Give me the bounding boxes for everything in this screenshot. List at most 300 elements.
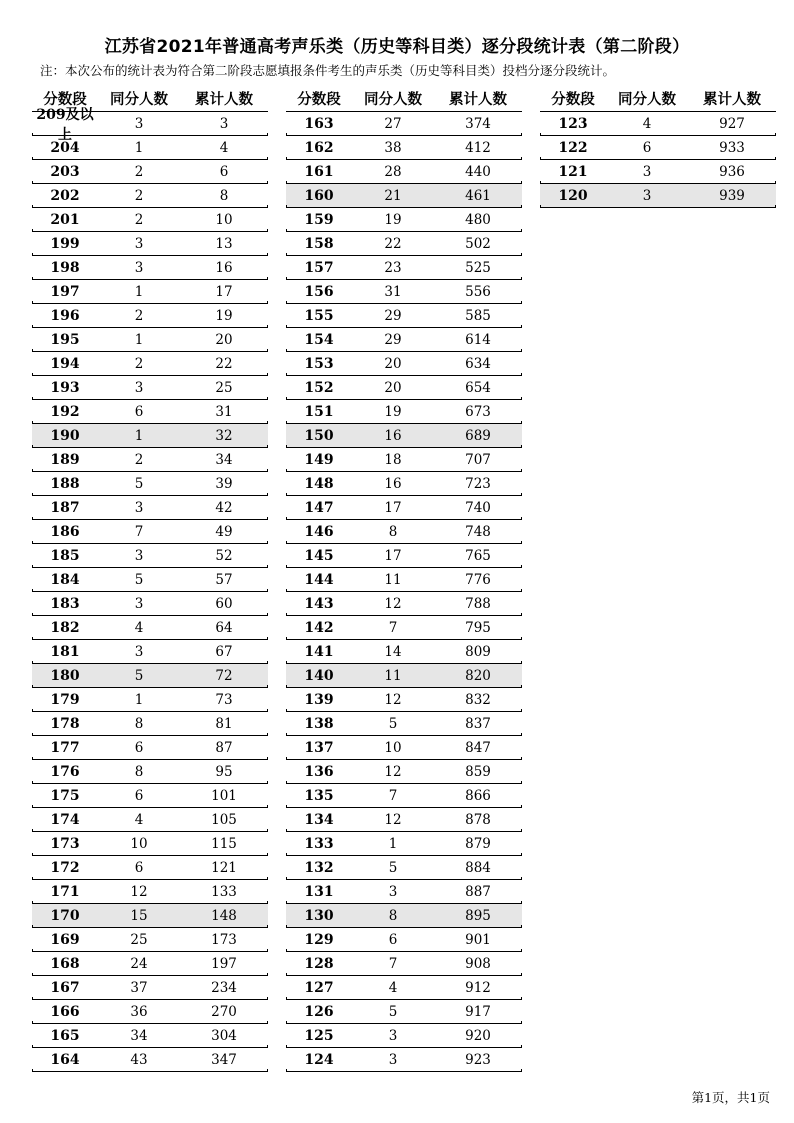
score-cell: 189	[50, 451, 80, 468]
table-row	[286, 808, 522, 832]
score-cell: 184	[50, 571, 80, 588]
table-row	[32, 1024, 268, 1048]
score-cell: 126	[304, 1003, 334, 1020]
count-cell: 43	[130, 1051, 148, 1068]
cumulative-cell: 936	[719, 163, 745, 180]
count-cell: 2	[134, 355, 144, 372]
count-cell: 1	[388, 835, 398, 852]
cumulative-cell: 73	[215, 691, 233, 708]
score-cell: 122	[558, 139, 588, 156]
table-row	[32, 208, 268, 232]
score-cell: 160	[304, 187, 334, 204]
table-row	[286, 976, 522, 1000]
cumulative-cell: 173	[211, 931, 237, 948]
cumulative-cell: 374	[465, 115, 491, 132]
count-cell: 1	[134, 691, 144, 708]
table-row	[32, 400, 268, 424]
cumulative-cell: 879	[465, 835, 491, 852]
score-cell: 157	[304, 259, 334, 276]
count-cell: 34	[130, 1027, 148, 1044]
table-row	[32, 640, 268, 664]
table-row	[32, 616, 268, 640]
cumulative-cell: 52	[215, 547, 233, 564]
count-cell: 5	[388, 715, 398, 732]
table-row	[32, 280, 268, 304]
score-cell: 129	[304, 931, 334, 948]
score-cell: 197	[50, 283, 80, 300]
cumulative-cell: 585	[465, 307, 491, 324]
score-cell: 120	[558, 187, 588, 204]
score-cell: 183	[50, 595, 80, 612]
count-cell: 3	[134, 499, 144, 516]
count-cell: 3	[134, 595, 144, 612]
cumulative-cell: 20	[215, 331, 233, 348]
count-cell: 4	[134, 811, 144, 828]
score-cell: 154	[304, 331, 334, 348]
column-header: 同分人数	[110, 92, 168, 108]
cumulative-cell: 788	[465, 595, 491, 612]
count-cell: 12	[384, 811, 402, 828]
score-cell: 190	[50, 427, 80, 444]
score-cell: 170	[50, 907, 80, 924]
table-row	[286, 712, 522, 736]
count-cell: 3	[134, 379, 144, 396]
cumulative-cell: 859	[465, 763, 491, 780]
table-row	[286, 544, 522, 568]
score-cell: 143	[304, 595, 334, 612]
count-cell: 1	[134, 139, 144, 156]
score-table-3	[540, 86, 776, 208]
score-table-2	[286, 86, 522, 1072]
table-row	[32, 856, 268, 880]
table-row	[286, 664, 522, 688]
count-cell: 8	[388, 523, 398, 540]
table-row	[286, 136, 522, 160]
count-cell: 37	[130, 979, 148, 996]
table-row	[32, 904, 268, 928]
score-cell: 171	[50, 883, 80, 900]
score-cell: 185	[50, 547, 80, 564]
score-cell: 192	[50, 403, 80, 420]
cumulative-cell: 34	[215, 451, 233, 468]
count-cell: 20	[384, 379, 402, 396]
cumulative-cell: 837	[465, 715, 491, 732]
score-cell: 130	[304, 907, 334, 924]
table-row	[32, 712, 268, 736]
score-cell: 136	[304, 763, 334, 780]
table-row	[286, 568, 522, 592]
count-cell: 7	[388, 787, 398, 804]
count-cell: 8	[134, 763, 144, 780]
table-row	[286, 400, 522, 424]
score-cell: 147	[304, 499, 334, 516]
count-cell: 5	[134, 571, 144, 588]
count-cell: 12	[130, 883, 148, 900]
count-cell: 2	[134, 451, 144, 468]
table-row	[32, 136, 268, 160]
table-row	[286, 208, 522, 232]
score-cell: 203	[50, 163, 80, 180]
score-cell: 156	[304, 283, 334, 300]
count-cell: 3	[388, 1027, 398, 1044]
cumulative-cell: 17	[215, 283, 233, 300]
score-cell: 194	[50, 355, 80, 372]
score-cell: 168	[50, 955, 80, 972]
cumulative-cell: 3	[219, 115, 229, 132]
cumulative-cell: 847	[465, 739, 491, 756]
count-cell: 3	[642, 163, 652, 180]
table-row	[32, 592, 268, 616]
cumulative-cell: 832	[465, 691, 491, 708]
count-cell: 4	[134, 619, 144, 636]
cumulative-cell: 412	[465, 139, 491, 156]
cumulative-cell: 923	[465, 1051, 491, 1068]
count-cell: 5	[388, 1003, 398, 1020]
cumulative-cell: 60	[215, 595, 233, 612]
table-row	[286, 736, 522, 760]
table-row	[32, 784, 268, 808]
table-row	[32, 352, 268, 376]
count-cell: 5	[134, 475, 144, 492]
score-cell: 141	[304, 643, 334, 660]
cumulative-cell: 81	[215, 715, 233, 732]
cumulative-cell: 31	[215, 403, 233, 420]
count-cell: 2	[134, 307, 144, 324]
count-cell: 5	[388, 859, 398, 876]
score-cell: 121	[558, 163, 588, 180]
table-row	[286, 112, 522, 136]
score-cell: 153	[304, 355, 334, 372]
cumulative-cell: 502	[465, 235, 491, 252]
score-cell: 124	[304, 1051, 334, 1068]
count-cell: 21	[384, 187, 402, 204]
count-cell: 6	[642, 139, 652, 156]
cumulative-cell: 95	[215, 763, 233, 780]
score-cell: 204	[50, 139, 80, 156]
cumulative-cell: 912	[465, 979, 491, 996]
count-cell: 2	[134, 163, 144, 180]
cumulative-cell: 809	[465, 643, 491, 660]
cumulative-cell: 525	[465, 259, 491, 276]
score-cell: 181	[50, 643, 80, 660]
score-cell: 188	[50, 475, 80, 492]
table-row	[32, 256, 268, 280]
table-row	[286, 448, 522, 472]
count-cell: 14	[384, 643, 402, 660]
cumulative-cell: 347	[211, 1051, 237, 1068]
table-header	[286, 86, 522, 112]
table-row	[286, 856, 522, 880]
cumulative-cell: 148	[211, 907, 237, 924]
score-cell: 150	[304, 427, 334, 444]
cumulative-cell: 866	[465, 787, 491, 804]
score-cell: 132	[304, 859, 334, 876]
score-cell: 135	[304, 787, 334, 804]
score-cell: 195	[50, 331, 80, 348]
column-header: 同分人数	[618, 92, 676, 108]
score-cell: 187	[50, 499, 80, 516]
count-cell: 19	[384, 403, 402, 420]
table-row	[32, 760, 268, 784]
score-cell: 125	[304, 1027, 334, 1044]
score-cell: 164	[50, 1051, 80, 1068]
score-cell: 142	[304, 619, 334, 636]
table-row	[540, 184, 776, 208]
table-row	[286, 904, 522, 928]
score-cell: 169	[50, 931, 80, 948]
count-cell: 17	[384, 499, 402, 516]
table-row	[286, 232, 522, 256]
score-cell: 146	[304, 523, 334, 540]
table-row	[32, 568, 268, 592]
table-row	[286, 352, 522, 376]
count-cell: 27	[384, 115, 402, 132]
score-cell: 158	[304, 235, 334, 252]
count-cell: 1	[134, 427, 144, 444]
score-cell: 139	[304, 691, 334, 708]
count-cell: 29	[384, 331, 402, 348]
table-row	[32, 184, 268, 208]
score-cell: 178	[50, 715, 80, 732]
cumulative-cell: 723	[465, 475, 491, 492]
cumulative-cell: 121	[211, 859, 237, 876]
column-header: 累计人数	[449, 92, 507, 108]
table-row	[32, 664, 268, 688]
score-cell: 133	[304, 835, 334, 852]
cumulative-cell: 707	[465, 451, 491, 468]
count-cell: 3	[388, 883, 398, 900]
count-cell: 19	[384, 211, 402, 228]
cumulative-cell: 748	[465, 523, 491, 540]
count-cell: 28	[384, 163, 402, 180]
count-cell: 7	[388, 955, 398, 972]
cumulative-cell: 67	[215, 643, 233, 660]
table-row	[286, 832, 522, 856]
table-row	[540, 136, 776, 160]
table-row	[286, 760, 522, 784]
score-cell: 138	[304, 715, 334, 732]
table-row	[32, 232, 268, 256]
cumulative-cell: 4	[219, 139, 229, 156]
cumulative-cell: 6	[219, 163, 229, 180]
score-cell: 155	[304, 307, 334, 324]
cumulative-cell: 908	[465, 955, 491, 972]
count-cell: 25	[130, 931, 148, 948]
table-row	[286, 376, 522, 400]
cumulative-cell: 887	[465, 883, 491, 900]
table-row	[32, 472, 268, 496]
count-cell: 36	[130, 1003, 148, 1020]
score-cell: 186	[50, 523, 80, 540]
count-cell: 7	[388, 619, 398, 636]
cumulative-cell: 765	[465, 547, 491, 564]
score-cell: 201	[50, 211, 80, 228]
cumulative-cell: 917	[465, 1003, 491, 1020]
table-row	[32, 952, 268, 976]
column-header: 累计人数	[195, 92, 253, 108]
table-row	[286, 1000, 522, 1024]
cumulative-cell: 234	[211, 979, 237, 996]
cumulative-cell: 8	[219, 187, 229, 204]
count-cell: 6	[134, 739, 144, 756]
table-row	[32, 976, 268, 1000]
table-row	[286, 280, 522, 304]
cumulative-cell: 57	[215, 571, 233, 588]
table-row	[32, 880, 268, 904]
column-header: 同分人数	[364, 92, 422, 108]
cumulative-cell: 115	[211, 835, 237, 852]
count-cell: 8	[388, 907, 398, 924]
count-cell: 17	[384, 547, 402, 564]
table-row	[286, 784, 522, 808]
score-cell: 162	[304, 139, 334, 156]
cumulative-cell: 884	[465, 859, 491, 876]
score-cell: 123	[558, 115, 588, 132]
cumulative-cell: 13	[215, 235, 233, 252]
count-cell: 3	[134, 643, 144, 660]
score-cell: 196	[50, 307, 80, 324]
table-row	[32, 328, 268, 352]
score-cell: 145	[304, 547, 334, 564]
count-cell: 4	[642, 115, 652, 132]
table-row	[32, 1000, 268, 1024]
cumulative-cell: 105	[211, 811, 237, 828]
count-cell: 3	[134, 547, 144, 564]
score-cell: 134	[304, 811, 334, 828]
count-cell: 8	[134, 715, 144, 732]
table-row	[32, 424, 268, 448]
column-header: 分数段	[297, 92, 341, 108]
count-cell: 3	[642, 187, 652, 204]
score-cell: 173	[50, 835, 80, 852]
cumulative-cell: 614	[465, 331, 491, 348]
table-row	[540, 160, 776, 184]
cumulative-cell: 461	[465, 187, 491, 204]
table-row	[286, 640, 522, 664]
score-cell: 137	[304, 739, 334, 756]
table-row	[286, 952, 522, 976]
count-cell: 2	[134, 187, 144, 204]
cumulative-cell: 440	[465, 163, 491, 180]
count-cell: 3	[134, 235, 144, 252]
score-cell: 176	[50, 763, 80, 780]
count-cell: 10	[130, 835, 148, 852]
count-cell: 3	[388, 1051, 398, 1068]
column-header: 累计人数	[703, 92, 761, 108]
cumulative-cell: 927	[719, 115, 745, 132]
table-row	[286, 328, 522, 352]
cumulative-cell: 939	[719, 187, 745, 204]
count-cell: 11	[384, 571, 402, 588]
cumulative-cell: 10	[215, 211, 233, 228]
score-cell: 140	[304, 667, 334, 684]
count-cell: 16	[384, 475, 402, 492]
cumulative-cell: 22	[215, 355, 233, 372]
count-cell: 12	[384, 691, 402, 708]
count-cell: 7	[134, 523, 144, 540]
count-cell: 11	[384, 667, 402, 684]
score-cell: 152	[304, 379, 334, 396]
cumulative-cell: 25	[215, 379, 233, 396]
table-row	[286, 928, 522, 952]
score-cell: 148	[304, 475, 334, 492]
score-cell: 175	[50, 787, 80, 804]
table-row	[286, 1024, 522, 1048]
table-row	[286, 616, 522, 640]
score-cell: 159	[304, 211, 334, 228]
table-row	[286, 184, 522, 208]
count-cell: 1	[134, 283, 144, 300]
table-row	[540, 112, 776, 136]
score-cell: 202	[50, 187, 80, 204]
table-header	[540, 86, 776, 112]
table-row	[286, 424, 522, 448]
table-row	[32, 736, 268, 760]
cumulative-cell: 689	[465, 427, 491, 444]
count-cell: 22	[384, 235, 402, 252]
page-footer: 第1页，共1页	[691, 1090, 770, 1105]
cumulative-cell: 556	[465, 283, 491, 300]
note-text: 注：本次公布的统计表为符合第二阶段志愿填报条件考生的声乐类（历史等科目类）投档分逐分段统计。	[40, 63, 616, 78]
score-cell: 167	[50, 979, 80, 996]
cumulative-cell: 72	[215, 667, 233, 684]
table-row	[32, 832, 268, 856]
count-cell: 6	[134, 403, 144, 420]
count-cell: 6	[134, 859, 144, 876]
table-row	[32, 928, 268, 952]
table-row	[32, 496, 268, 520]
score-cell: 179	[50, 691, 80, 708]
count-cell: 3	[134, 259, 144, 276]
cumulative-cell: 64	[215, 619, 233, 636]
table-row	[286, 304, 522, 328]
cumulative-cell: 39	[215, 475, 233, 492]
column-header: 分数段	[43, 92, 87, 108]
table-row	[32, 304, 268, 328]
count-cell: 23	[384, 259, 402, 276]
table-row	[286, 160, 522, 184]
score-cell: 127	[304, 979, 334, 996]
table-row	[286, 880, 522, 904]
cumulative-cell: 197	[211, 955, 237, 972]
cumulative-cell: 19	[215, 307, 233, 324]
table-row	[32, 106, 268, 143]
table-row	[32, 520, 268, 544]
table-row	[32, 376, 268, 400]
table-row	[32, 688, 268, 712]
count-cell: 4	[388, 979, 398, 996]
cumulative-cell: 795	[465, 619, 491, 636]
score-cell: 182	[50, 619, 80, 636]
cumulative-cell: 920	[465, 1027, 491, 1044]
score-cell: 209及以上	[36, 106, 94, 143]
table-row	[286, 1048, 522, 1072]
table-row	[286, 592, 522, 616]
cumulative-cell: 634	[465, 355, 491, 372]
cumulative-cell: 480	[465, 211, 491, 228]
count-cell: 31	[384, 283, 402, 300]
cumulative-cell: 270	[211, 1003, 237, 1020]
cumulative-cell: 878	[465, 811, 491, 828]
score-cell: 193	[50, 379, 80, 396]
table-row	[32, 1048, 268, 1072]
cumulative-cell: 133	[211, 883, 237, 900]
table-row	[32, 160, 268, 184]
count-cell: 1	[134, 331, 144, 348]
score-cell: 163	[304, 115, 334, 132]
table-row	[286, 256, 522, 280]
count-cell: 16	[384, 427, 402, 444]
